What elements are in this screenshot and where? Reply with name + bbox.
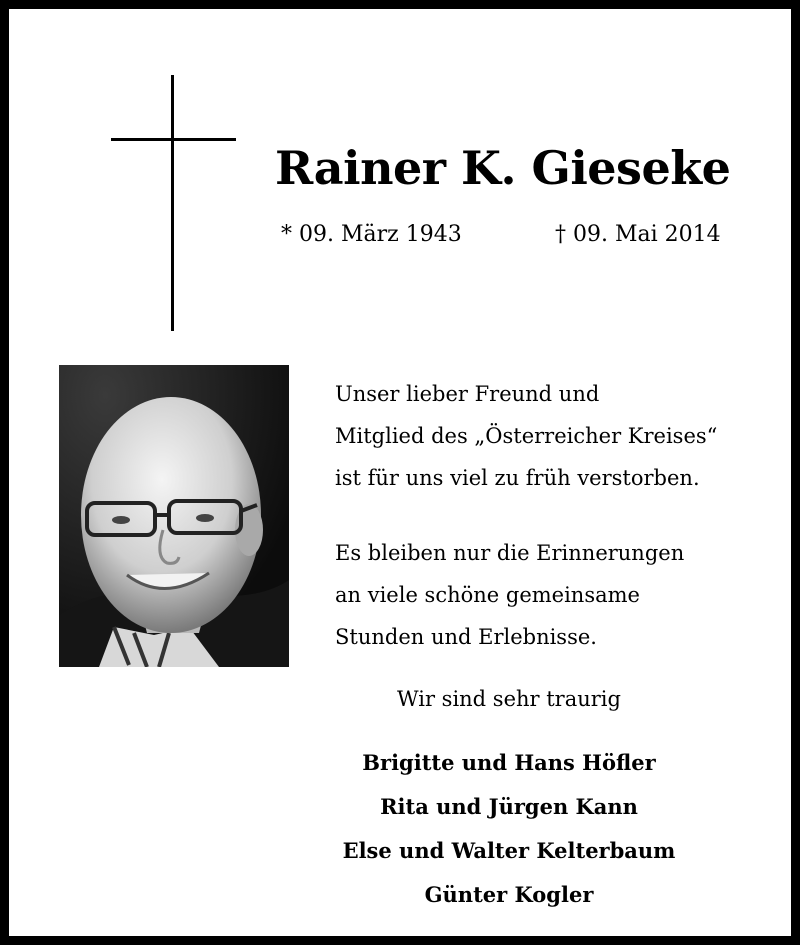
death-date: † 09. Mai 2014	[555, 222, 721, 247]
signers-list	[9, 741, 800, 917]
message-paragraph-2	[335, 532, 684, 658]
portrait-photo	[59, 365, 289, 667]
message-line: Mitglied des „Österreicher Kreises“	[335, 424, 718, 448]
signer-name: Günter Kogler	[424, 882, 594, 907]
closing-text: Wir sind sehr traurig	[397, 687, 621, 711]
closing-line	[9, 687, 800, 711]
birth-date: * 09. März 1943	[281, 222, 462, 247]
signer-name: Brigitte und Hans Höfler	[362, 750, 656, 775]
message-line: Es bleiben nur die Erinnerungen	[335, 541, 685, 565]
signer-name: Else und Walter Kelterbaum	[342, 838, 676, 863]
message-paragraph-1	[335, 373, 717, 499]
message-line: Stunden und Erlebnisse.	[335, 625, 597, 649]
portrait-illustration	[59, 365, 289, 667]
cross-icon-horizontal	[111, 138, 236, 141]
message-line: Unser lieber Freund und	[335, 382, 600, 406]
message-line: an viele schöne gemeinsame	[335, 583, 640, 607]
signer-name: Rita und Jürgen Kann	[380, 794, 638, 819]
cross-icon-vertical	[171, 75, 174, 331]
deceased-name: Rainer K. Gieseke	[275, 141, 731, 195]
message-line: ist für uns viel zu früh verstorben.	[335, 466, 700, 490]
